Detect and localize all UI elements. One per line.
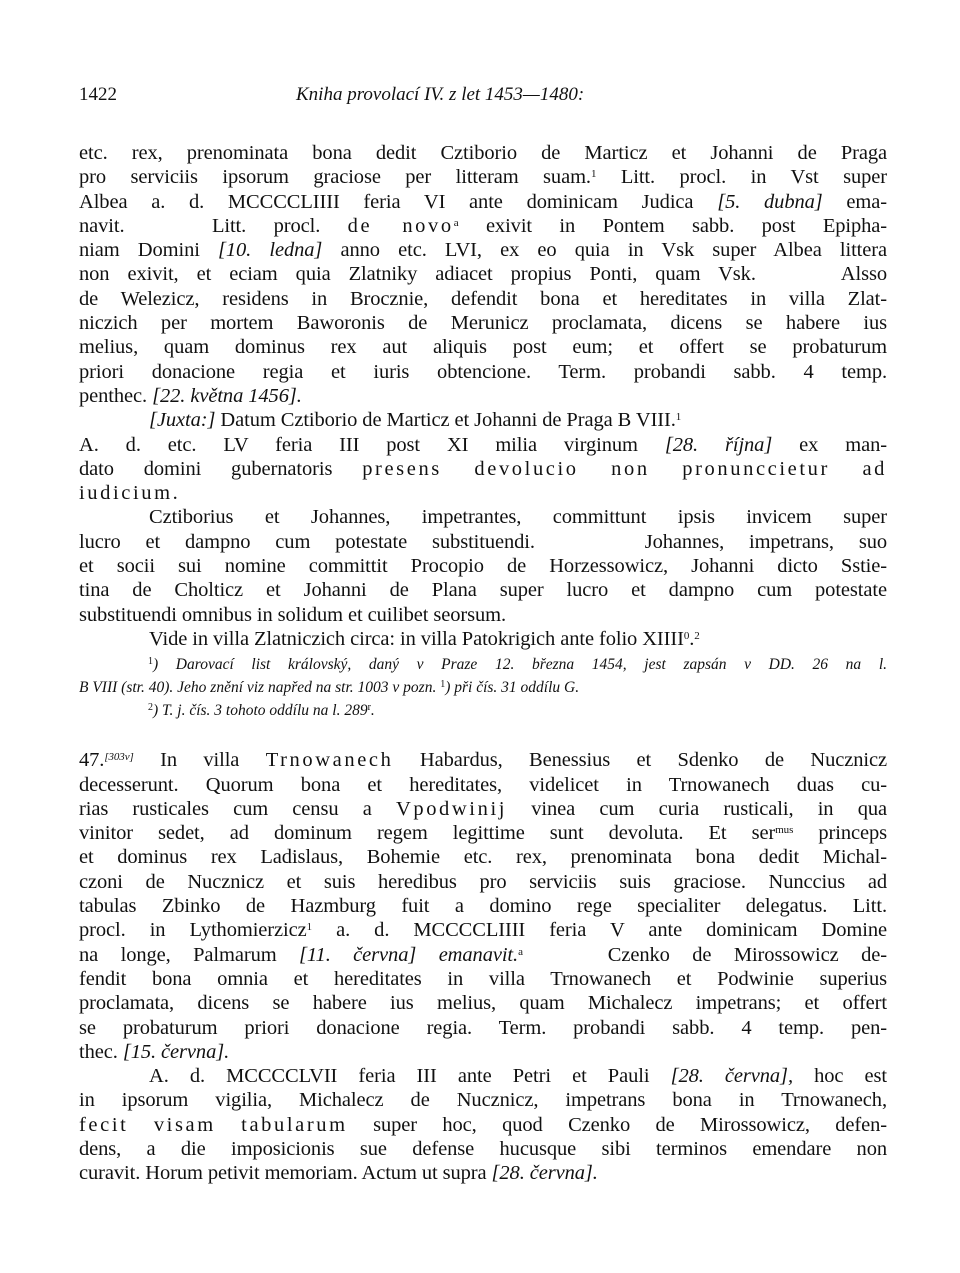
text-line: tabulas Zbinko de Hazmburg fuit a domino rege specialiter delegatus. Litt. — [79, 895, 887, 918]
text-line: tina de Cholticz et Johanni de Plana super lucro et dampno cum potestate — [79, 579, 887, 602]
text-line: vinitor sedet, ad dominum regem legittime sunt devoluta. Et ser$^{mus}$ princeps — [79, 822, 887, 845]
spaced-text: visam — [153, 1113, 216, 1136]
text-line: lucro et dampno cum potestate substituendi. Johannes, impetrans, suo — [79, 530, 888, 553]
spaced-text: presens devolucio non pronunccietur ad — [362, 457, 888, 480]
text-line: proclamata, dicens se habere ius melius, quam Michalecz impetrans; et offert — [79, 992, 887, 1015]
text-line: dens, a die imposicionis sue defense hucusque sibi terminos emendare non — [79, 1137, 887, 1160]
section-continuation — [79, 141, 887, 651]
text-line: czoni de Nucznicz et suis heredibus pro serviciis suis graciose. Nunccius ad — [79, 870, 887, 893]
text-line: et dominus rex Ladislaus, Bohemie etc. rex, prenominata bona dedit Michal- — [79, 846, 887, 869]
page-number: 1422 — [79, 84, 117, 105]
spaced-text: Trnowanech — [265, 749, 394, 772]
text-line: de Welezicz, residens in Brocznie, defendit bona et hereditates in villa Zlat- — [79, 287, 887, 310]
date-note: [28. října] — [664, 433, 773, 456]
date-note: [22. května 1456]. — [152, 384, 302, 407]
spaced-text: tabularum — [241, 1113, 348, 1136]
date-note: [11. června] — [299, 943, 417, 966]
footnote: $^2$) T. j. čís. 3 tohoto oddílu na l. 289$^r$. — [148, 702, 375, 720]
footnote-ref: 1 — [306, 921, 313, 934]
text-line: substituendi omnibus in solidum et cuilibet seorsum. — [79, 603, 506, 626]
text-line: A. d. etc. LV feria III post XI milia virginum [28. října] ex man- — [79, 433, 887, 456]
folio-ref: [303v] — [104, 751, 134, 764]
text-line: decesserunt. Quorum bona et hereditates, videlicet in Trnowanech duas cu- — [79, 773, 887, 796]
text-line: etc. rex, prenominata bona dedit Cztiborio de Marticz et Johanni de Praga — [79, 142, 887, 164]
date-note: [15. června]. — [122, 1040, 230, 1063]
text-line: curavit. Horum petivit memoriam. Actum ut supra [28. června]. — [79, 1162, 598, 1185]
text-line: in ipsorum vigilia, Michalecz de Nucznicz, impetrans bona in Trnowanech, — [79, 1089, 887, 1112]
text-line: Albea a. d. MCCCCLIIII feria VI ante dominicam Judica [5. dubna] ema- — [79, 190, 887, 213]
date-note: [28. června], — [670, 1065, 793, 1088]
spaced-text: Vpodwinij — [395, 797, 508, 820]
entry-47 — [79, 748, 887, 1185]
text-line: se probaturum priori donacione regia. Term. probandi sabb. 4 temp. pen- — [79, 1016, 887, 1039]
spaced-text: fecit — [79, 1113, 129, 1136]
text-line: Vide in villa Zlatniczich circa: in villa Patokrigich ante folio XIIII$^0$.$^2$ — [149, 627, 700, 650]
footnote-ref: 1 — [590, 168, 597, 181]
text-line: melius, quam dominus rex aut aliquis post eum; et offert se probaturum — [79, 336, 887, 359]
text-line: 47.[303v] In villa Trnowanech Habardus, Benessius et Sdenko de Nucznicz — [79, 749, 887, 772]
text-line: rias rusticales cum censu a Vpodwinij vinea cum curia rusticali, in qua — [79, 797, 887, 820]
text-line: et socii sui nomine committit Procopio de Horzessowicz, Johanni dicto Sstie- — [79, 555, 887, 578]
text-line: fendit bona omnia et hereditates in villa Trnowanech et Podwinie superius — [79, 967, 887, 990]
text-line: thec. [15. června]. — [79, 1040, 230, 1063]
date-note: [5. dubna] — [717, 190, 823, 213]
running-head: Kniha provolací IV. z let 1453—1480: — [296, 84, 585, 105]
text-line: procl. in Lythomierzicz$^1$ a. d. MCCCCLIIII feria V ante dominicam Domine — [79, 919, 887, 942]
text-line: A. d. MCCCCLVII feria III ante Petri et Pauli [28. června], hoc est — [149, 1065, 887, 1088]
document-page — [79, 84, 887, 1186]
footnote: $^1$) Darovací list královský, daný v Praze 12. března 1454, jest zapsán v DD. 26 na l. — [148, 656, 887, 674]
text-line — [79, 481, 887, 505]
footnote: B VIII (str. 40). Jeho znění viz napřed na str. 1003 v pozn. $^1$) při čís. 31 oddílu G. — [79, 679, 580, 697]
text-line: niczich per mortem Baworonis de Merunicz proclamata, dicens se habere ius — [79, 312, 887, 335]
date-note: [10. ledna] — [218, 239, 323, 262]
note-ref: a — [518, 945, 523, 958]
text-line: fecit visam tabularum super hoc, quod Czenko de Mirossowicz, defen- — [79, 1113, 887, 1136]
entry-number: 47. — [79, 749, 105, 772]
spaced-text: iudicium. — [79, 482, 181, 505]
text-line: navit. Litt. procl. de novo$^a$ exivit in Pontem sabb. post Epipha- — [79, 214, 888, 237]
text-line: pro serviciis ipsorum graciose per litteram suam.$^1$ Litt. procl. in Vst super — [79, 166, 887, 189]
text-line: dato domini gubernatoris presens devolucio non pronunccietur ad — [79, 457, 888, 480]
footnote-ref: 1 — [675, 411, 682, 424]
footnote-ref: 2 — [694, 629, 700, 642]
spaced-text: de novo — [347, 214, 454, 237]
editorial-note: [Juxta:] — [149, 409, 216, 432]
text-line: [Juxta:] Datum Cztiborio de Marticz et Johanni de Praga B VIII.$^1$ — [149, 409, 682, 432]
date-note: [28. června]. — [491, 1162, 598, 1185]
footnotes — [79, 653, 887, 722]
text-line: non exivit, et eciam quia Zlatniky adiacet propius Ponti, quam Vsk. Alsso — [79, 263, 887, 286]
text-line: na longe, Palmarum [11. června] emanavit.$^a$ Czenko de Mirossowicz de- — [79, 943, 887, 966]
page-header — [79, 84, 887, 110]
note-ref: a — [453, 216, 459, 229]
text-line: penthec. [22. května 1456]. — [79, 384, 302, 407]
text-line: niam Domini [10. ledna] anno etc. LVI, ex eo quia in Vsk super Albea littera — [79, 239, 887, 262]
text-line: priori donacione regia et iuris obtencione. Term. probandi sabb. 4 temp. — [79, 360, 887, 383]
text-line: Cztiborius et Johannes, impetrantes, committunt ipsis invicem super — [149, 506, 887, 529]
